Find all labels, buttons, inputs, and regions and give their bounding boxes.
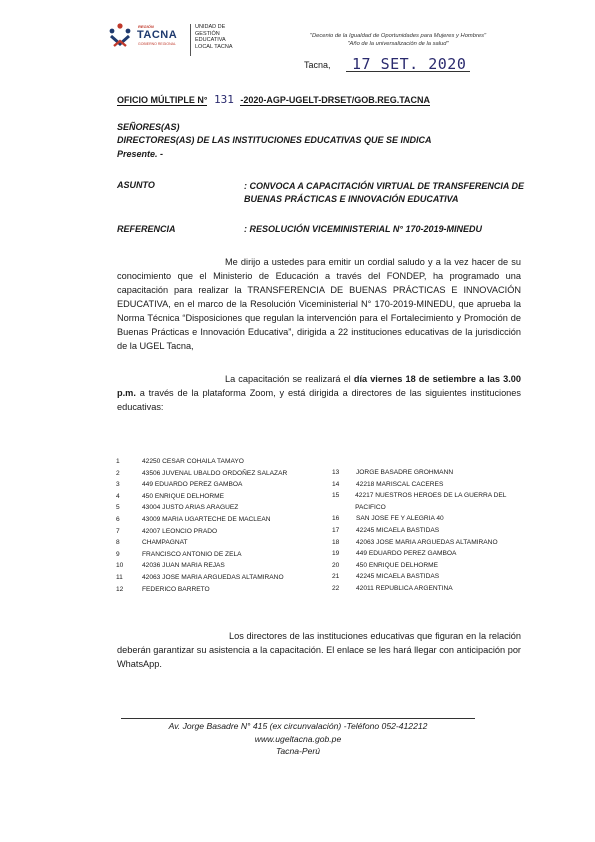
list-item <box>116 456 346 468</box>
asunto-label: ASUNTO <box>117 180 155 190</box>
list-item <box>332 548 532 560</box>
list-item <box>332 537 532 549</box>
list-item <box>332 513 532 525</box>
list-item <box>332 467 532 479</box>
school-name: 42007 LEONCIO PRADO <box>142 527 218 535</box>
school-name: 42245 MICAELA BASTIDAS <box>356 526 440 534</box>
school-name: FEDERICO BARRETO <box>142 585 210 593</box>
school-name: FRANCISCO ANTONIO DE ZELA <box>142 550 242 558</box>
referencia-value: : RESOLUCIÓN VICEMINISTERIAL N° 170-2019-MINEDU <box>244 224 482 234</box>
school-name: 42063 JOSE MARIA ARGUEDAS ALTAMIRANO <box>356 538 498 546</box>
school-name: 43004 JUSTO ARIAS ARAGUEZ <box>142 504 239 512</box>
list-item <box>332 490 532 513</box>
unit-line: UNIDAD DE <box>195 24 226 30</box>
unit-name <box>195 24 233 50</box>
logo-divider <box>190 24 191 56</box>
school-name: 42063 JOSE MARIA ARGUEDAS ALTAMIRANO <box>142 573 284 581</box>
oficio-suffix: -2020-AGP-UGELT-DRSET/GOB.REG.TACNA <box>240 95 431 105</box>
item-number: 22 <box>332 584 340 592</box>
event-datetime: día viernes 18 de setiembre a las 3.00 p.m. <box>117 374 521 398</box>
item-number: 4 <box>116 492 120 500</box>
item-number: 10 <box>116 562 124 570</box>
list-item <box>116 560 346 572</box>
body-paragraph <box>117 372 521 414</box>
school-list-right <box>332 467 532 595</box>
school-name: 42218 MARISCAL CACERES <box>356 480 444 488</box>
list-item <box>332 560 532 572</box>
footer-address: Av. Jorge Basadre N° 415 (ex circunvalación) -Teléfono 052-412212 <box>168 721 428 731</box>
item-number: 21 <box>332 573 340 581</box>
school-name: 42036 JUAN MARIA REJAS <box>142 562 225 570</box>
decree-text <box>268 32 528 48</box>
item-number: 1 <box>116 458 120 465</box>
asunto-value: : CONVOCA A CAPACITACIÓN VIRTUAL DE TRANSFERENCIA DE BUENAS PRÁCTICAS E INNOVACIÓN EDUCATIVA <box>244 181 525 204</box>
item-number: 14 <box>332 480 340 488</box>
school-name: 449 EDUARDO PEREZ GAMBOA <box>142 481 243 489</box>
unit-line: EDUCATIVA <box>195 37 226 43</box>
list-item <box>332 479 532 491</box>
school-name: CHAMPAGNAT <box>142 539 188 547</box>
list-item <box>116 514 346 526</box>
list-item <box>116 479 346 491</box>
unit-line: LOCAL TACNA <box>195 43 233 50</box>
list-item <box>116 468 346 480</box>
body-paragraph: Me dirijo a ustedes para emitir un cordial saludo y a la vez hacer de su conocimiento que el Ministerio de Educación a través del FONDEP, ha programado una capacitación para realizar la TRANSFERENCIA DE BUENAS PRÁCTICAS E INNOVACIÓN EDUCATIVA, en el marco de la Resolución Viceministerial N° 170-2019-MINEDU, que aprueba la Norma Técnica “Disposiciones que regulan la intervención para el Fortalecimiento y Promoción de Buenas Prácticas e Innovación Educativa”, dirigida a 22 instituciones educativas de la jurisdicción de la UGEL Tacna, <box>117 257 521 351</box>
year-line: "Año de la universalización de la salud" <box>347 41 449 47</box>
school-name: 42250 CESAR COHAILA TAMAYO <box>142 458 244 465</box>
list-item <box>332 583 532 595</box>
item-number: 12 <box>116 585 124 593</box>
list-item <box>116 584 346 596</box>
unit-line: GESTIÓN <box>195 30 220 37</box>
item-number: 20 <box>332 561 340 569</box>
school-list-left <box>116 456 346 595</box>
list-item <box>116 537 346 549</box>
footer-divider <box>121 718 475 719</box>
school-name: 43506 JUVENAL UBALDO ORDOÑEZ SALAZAR <box>142 469 288 477</box>
item-number: 8 <box>116 539 120 547</box>
paragraph-text: a través de la plataforma Zoom, y está dirigida a directores de las siguientes instituciones educativas: <box>117 388 521 412</box>
body-paragraph: Los directores de las instituciones educativas que figuran en la relación deberán garantizar su asistencia a la capacitación. El enlace se les hará llegar con anticipación por WhatsApp. <box>117 631 521 669</box>
school-name: SAN JOSE FE Y ALEGRIA 40 <box>356 515 444 523</box>
item-number: 9 <box>116 550 120 558</box>
decree-line: "Decenio de la Igualdad de Oportunidades para Mujeres y Hombres" <box>309 33 487 39</box>
item-number: 17 <box>332 526 340 534</box>
item-number: 3 <box>116 481 120 489</box>
list-item <box>116 491 346 503</box>
item-number: 16 <box>332 515 340 523</box>
oficio-number-line <box>117 93 430 106</box>
school-name: 42245 MICAELA BASTIDAS <box>356 573 440 581</box>
item-number: 11 <box>116 573 123 581</box>
item-number: 15 <box>332 492 340 500</box>
item-number: 2 <box>116 469 120 477</box>
item-number: 7 <box>116 527 120 535</box>
date-city: Tacna, <box>304 60 331 70</box>
list-item <box>116 502 346 514</box>
footer-website: www.ugeltacna.gob.pe <box>254 733 342 744</box>
oficio-prefix: OFICIO MÚLTIPLE N° <box>117 95 208 105</box>
school-name: 450 ENRIQUE DELHORME <box>356 561 439 569</box>
list-item <box>116 572 346 584</box>
oficio-number: 131 <box>213 93 234 106</box>
recipient-line: SEÑORES(AS) <box>117 122 180 132</box>
regional-logo-icon <box>106 22 134 50</box>
school-name: 43009 MARIA UGARTECHE DE MACLEAN <box>142 515 271 523</box>
list-item <box>332 571 532 583</box>
footer-city: Tacna-Perú <box>275 746 321 756</box>
presente-line: Presente. - <box>117 149 164 159</box>
school-name: JORGE BASADRE GROHMANN <box>356 469 454 476</box>
school-name: 42217 NUESTROS HEROES DE LA GUERRA DEL PACIFICO <box>355 492 507 511</box>
list-item <box>116 549 346 561</box>
footer <box>121 720 475 758</box>
item-number: 5 <box>116 504 120 512</box>
item-number: 6 <box>116 515 120 523</box>
list-item <box>332 525 532 537</box>
recipient-line: DIRECTORES(AS) DE LAS INSTITUCIONES EDUCATIVAS QUE SE INDICA <box>117 135 432 145</box>
item-number: 19 <box>332 550 340 558</box>
school-name: 42011 REPUBLICA ARGENTINA <box>356 584 453 592</box>
logo-region-label: REGIÓN <box>138 24 154 29</box>
item-number: 13 <box>332 469 340 476</box>
referencia-label: REFERENCIA <box>117 224 176 234</box>
logo-sub-label: GOBIERNO REGIONAL <box>138 42 176 46</box>
school-name: 450 ENRIQUE DELHORME <box>142 492 225 500</box>
date-stamp: 17 SET. 2020 <box>352 55 467 73</box>
paragraph-text: La capacitación se realizará el <box>225 374 354 384</box>
logo-name: TACNA <box>137 29 178 41</box>
item-number: 18 <box>332 538 340 546</box>
school-name: 449 EDUARDO PEREZ GAMBOA <box>356 550 457 558</box>
list-item <box>116 526 346 538</box>
